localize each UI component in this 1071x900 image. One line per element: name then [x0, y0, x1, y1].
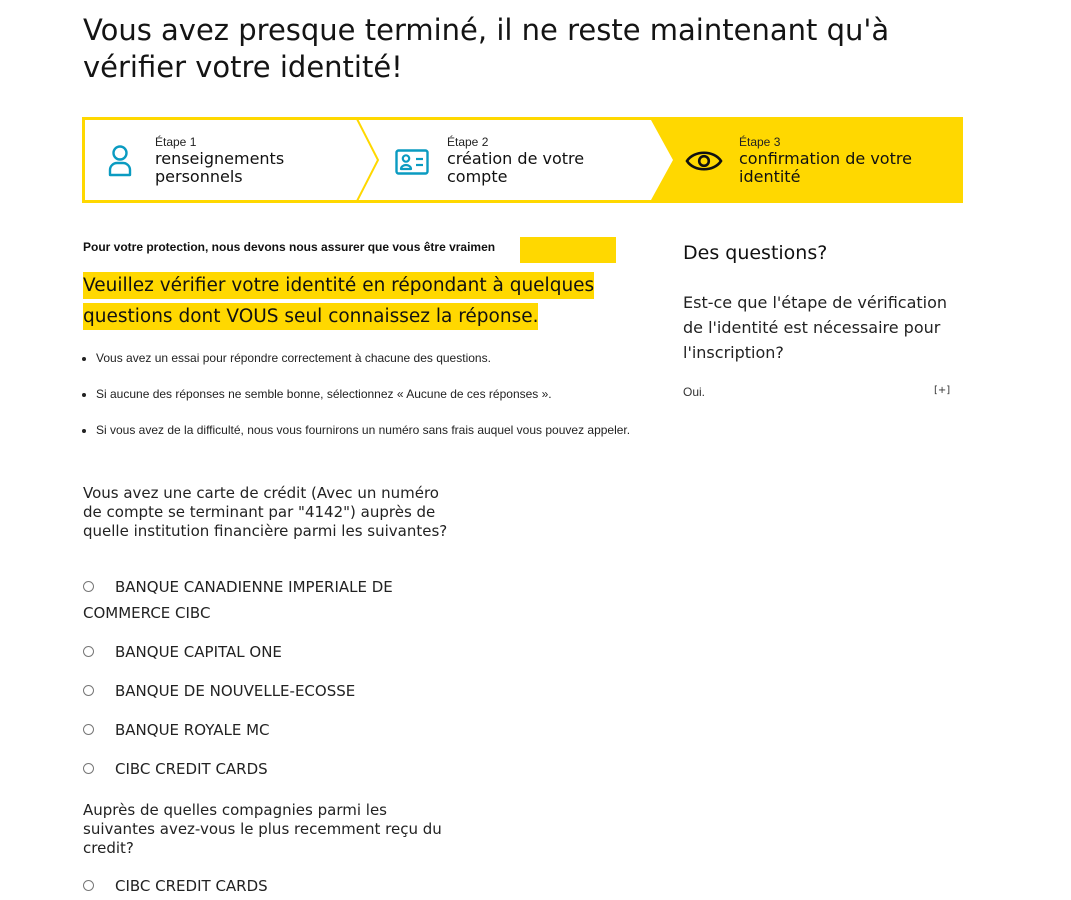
answer-option[interactable]: [83, 639, 423, 665]
person-icon: [107, 144, 133, 178]
faq-answer: Oui.: [683, 385, 706, 399]
progress-stepper: [82, 117, 963, 203]
question-recent-credit: Auprès de quelles compagnies parmi les suivantes avez-vous le plus recemment reçu du credit?: [83, 801, 442, 857]
id-card-icon: [395, 149, 429, 175]
option-label: BANQUE ROYALE MC: [115, 721, 270, 739]
radio-button[interactable]: [83, 880, 94, 891]
protection-notice: Pour votre protection, nous devons nous assurer que vous être vraimen: [83, 240, 496, 254]
step-label: confirmation de votre identité: [739, 149, 912, 186]
radio-button[interactable]: [83, 646, 94, 657]
step-number: Étape 3: [739, 135, 781, 149]
option-label: BANQUE DE NOUVELLE-ECOSSE: [115, 682, 356, 700]
radio-button[interactable]: [83, 685, 94, 696]
radio-button[interactable]: [83, 581, 94, 592]
option-label: CIBC CREDIT CARDS: [115, 760, 268, 778]
step-account-creation: [377, 120, 647, 200]
answer-option[interactable]: [83, 678, 423, 704]
step-label: création de votre compte: [447, 149, 585, 186]
answer-option[interactable]: [83, 574, 423, 626]
answer-option[interactable]: [83, 717, 423, 743]
eye-icon: [685, 148, 723, 174]
step-personal-info: [85, 120, 355, 200]
question-credit-card: Vous avez une carte de crédit (Avec un numéro de compte se terminant par "4142") auprès de quelle institution financière parmi les suivantes?: [83, 484, 448, 540]
list-item: • Si vous avez de la difficulté, nous vous fournirons un numéro sans frais auquel vous pouvez appeler.: [96, 418, 656, 442]
instruction-list: [83, 346, 656, 454]
answer-option[interactable]: [83, 756, 423, 782]
list-item: • Vous avez un essai pour répondre correctement à chacune des questions.: [96, 346, 656, 370]
step-number: Étape 2: [447, 135, 489, 149]
verification-instructions: [83, 270, 623, 332]
faq-question: Est-ce que l'étape de vérification de l'identité est nécessaire pour l'inscription?: [683, 293, 948, 362]
option-label: BANQUE CAPITAL ONE: [115, 643, 282, 661]
faq-title: Des questions?: [683, 242, 828, 264]
radio-button[interactable]: [83, 763, 94, 774]
highlighted-instruction: Veuillez vérifier votre identité en répondant à quelques questions dont VOUS seul connaissez la réponse.: [83, 272, 594, 330]
step-number: Étape 1: [155, 135, 197, 149]
page-title: Vous avez presque terminé, il ne reste maintenant qu'à vérifier votre identité!: [83, 13, 890, 84]
option-label: BANQUE CANADIENNE IMPERIALE DE COMMERCE CIBC: [83, 578, 393, 622]
redaction-block: [520, 237, 616, 263]
faq-expand-toggle[interactable]: [+]: [934, 385, 951, 396]
step-identity-confirmation: [669, 120, 959, 200]
step-label: renseignements personnels: [155, 149, 285, 186]
answer-option[interactable]: [83, 873, 423, 899]
radio-button[interactable]: [83, 724, 94, 735]
list-item: • Si aucune des réponses ne semble bonne, sélectionnez « Aucune de ces réponses ».: [96, 382, 656, 406]
option-label: CIBC CREDIT CARDS: [115, 877, 268, 895]
